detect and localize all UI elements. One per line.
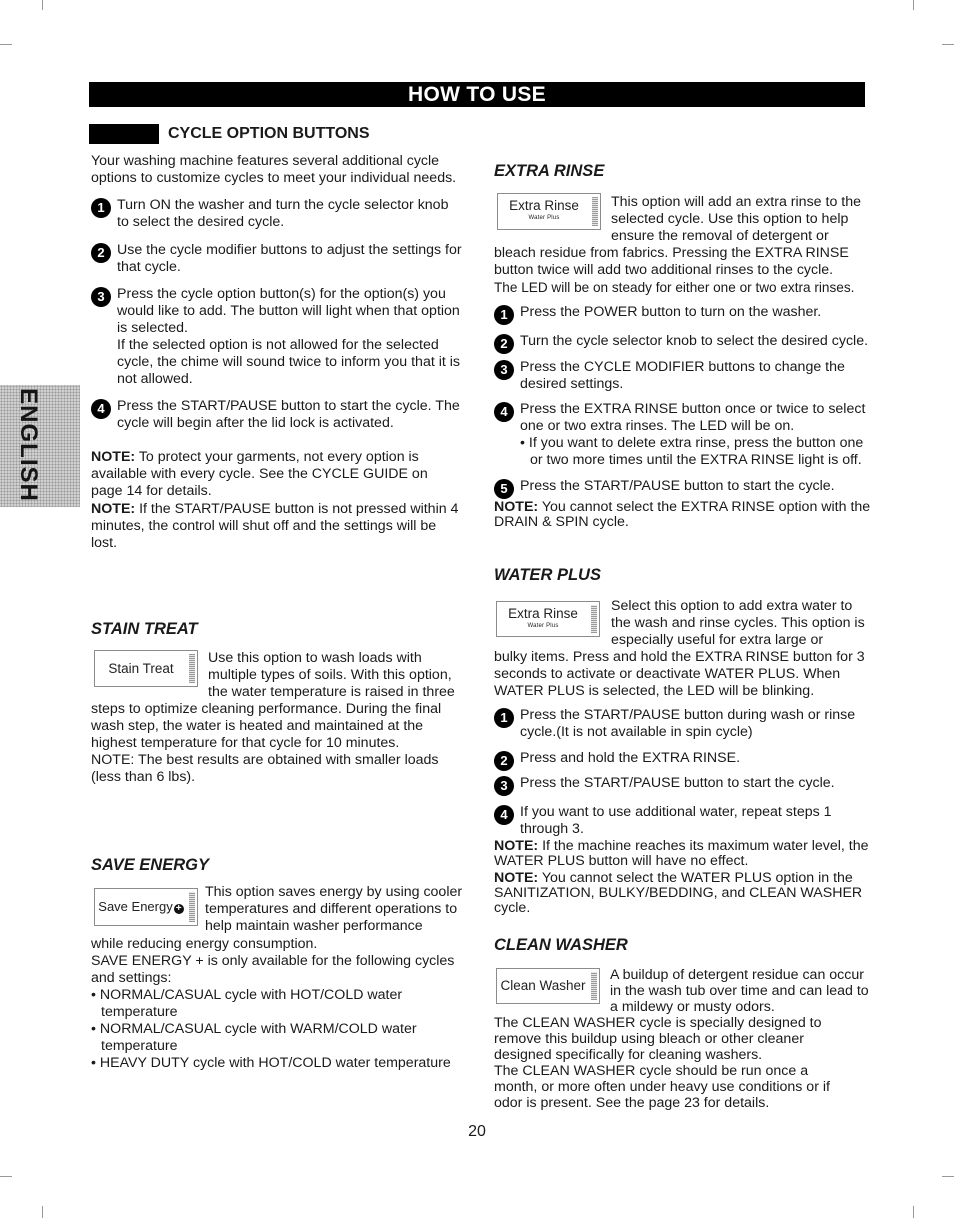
extra-rinse-led-text: The LED will be on steady for either one or two extra rinses. — [494, 280, 855, 295]
step-number: 1 — [494, 305, 514, 325]
extra-rinse-text: bleach residue from fabrics. Pressing the EXTRA RINSE button twice will add two additional rinses to the cycle. — [494, 245, 849, 278]
extra-rinse-button-label: Extra Rinse — [509, 198, 579, 213]
extra-rinse-side-text: This option will add an extra rinse to the selected cycle. Use this option to help ensure the removal of detergent or — [611, 194, 861, 244]
step-number: 2 — [494, 334, 514, 354]
stain-treat-text: steps to optimize cleaning performance. During the final wash step, the water is heated and maintained at the highest temperature for that cycle for 10 minutes. — [91, 701, 442, 751]
stain-treat-note: NOTE: The best results are obtained with smaller loads (less than 6 lbs). — [91, 752, 439, 785]
save-energy-text: while reducing energy consumption. — [91, 936, 318, 952]
note-garments: NOTE: To protect your garments, not every option is available with every cycle. See the CYCLE GUIDE on page 14 for details. — [91, 449, 428, 499]
step-number: 4 — [91, 399, 111, 419]
extra-rinse-step-3 — [494, 359, 874, 393]
step-number: 1 — [494, 708, 514, 728]
water-plus-column — [494, 649, 874, 916]
water-plus-heading: WATER PLUS — [494, 566, 601, 584]
save-energy-heading: SAVE ENERGY — [91, 856, 209, 874]
water-plus-button-sublabel: Water Plus — [527, 623, 559, 629]
step-1 — [91, 197, 463, 231]
crop-mark — [42, 0, 43, 10]
step-text-extra: If the selected option is not allowed for the selected cycle, the chime will sound twice to inform you that it is not allowed. — [117, 337, 461, 387]
water-plus-note-1: NOTE: If the machine reaches its maximum water level, the WATER PLUS button will have no effect. — [494, 838, 869, 869]
section-title: CYCLE OPTION BUTTONS — [168, 125, 370, 142]
step-text: Press the POWER button to turn on the washer. — [520, 304, 822, 320]
clean-washer-body — [494, 1015, 844, 1111]
language-tab-label: ENGLISH — [15, 388, 42, 502]
water-plus-side-text: Select this option to add extra water to the wash and rinse cycles. This option is especially useful for extra large or — [611, 598, 865, 648]
button-grip — [189, 654, 195, 683]
step-text: Turn the cycle selector knob to select the desired cycle. — [520, 333, 869, 349]
step-text: Press the EXTRA RINSE button once or twice to select one or two extra rinses. The LED will be on. — [520, 401, 866, 434]
extra-rinse-button-sublabel: Water Plus — [528, 215, 560, 221]
step-4 — [91, 398, 463, 432]
stain-treat-button — [94, 650, 198, 687]
button-grip — [592, 197, 598, 226]
save-energy-bullet: • HEAVY DUTY cycle with HOT/COLD water temperature — [91, 1055, 451, 1071]
step-text: If you want to use additional water, repeat steps 1 through 3. — [520, 804, 832, 837]
stain-treat-button-label: Stain Treat — [108, 661, 174, 676]
clean-washer-button — [496, 968, 600, 1004]
crop-mark — [942, 44, 954, 45]
stain-treat-heading: STAIN TREAT — [91, 620, 198, 638]
extra-rinse-note: NOTE: You cannot select the EXTRA RINSE option with the DRAIN & SPIN cycle. — [494, 499, 871, 530]
clean-washer-text-2: The CLEAN WASHER cycle should be run once a month, or more often under heavy use conditions or if odor is present. See the page 23 for details. — [494, 1063, 830, 1111]
page-header: HOW TO USE — [89, 82, 865, 107]
extra-rinse-column — [494, 245, 874, 530]
clean-washer-heading: CLEAN WASHER — [494, 936, 628, 954]
step-text: Turn ON the washer and turn the cycle selector knob to select the desired cycle. — [117, 197, 449, 230]
button-grip — [189, 892, 195, 922]
step-number: 3 — [91, 287, 111, 307]
save-energy-side-text: This option saves energy by using cooler temperatures and different operations to help maintain washer performance — [205, 884, 463, 934]
step-3 — [91, 286, 463, 388]
plus-icon: + — [174, 904, 184, 914]
water-plus-button — [496, 601, 600, 637]
button-grip — [591, 605, 597, 633]
crop-mark — [0, 1176, 12, 1177]
step-number: 1 — [91, 198, 111, 218]
step-text: Press the START/PAUSE button to start the cycle. — [520, 775, 835, 791]
water-plus-step-3 — [494, 775, 874, 792]
step-number: 5 — [494, 479, 514, 499]
crop-mark — [942, 1176, 954, 1177]
step-number: 3 — [494, 776, 514, 796]
extra-rinse-button — [497, 193, 601, 230]
note-timeout: NOTE: If the START/PAUSE button is not pressed within 4 minutes, the control will shut off and the settings will be lost. — [91, 501, 459, 551]
clean-washer-button-label: Clean Washer — [500, 978, 586, 993]
stain-treat-side-text: Use this option to wash loads with multiple types of soils. With this option, the water temperature is raised in three — [208, 650, 455, 700]
save-energy-availability: SAVE ENERGY + is only available for the following cycles and settings: — [91, 953, 455, 986]
step-number: 4 — [494, 805, 514, 825]
step-number: 3 — [494, 360, 514, 380]
stain-treat-body — [91, 701, 463, 786]
save-energy-button-label: Save Energy + — [95, 899, 187, 914]
water-plus-step-2 — [494, 750, 874, 767]
extra-rinse-step-4 — [494, 401, 874, 469]
step-text: Press the START/PAUSE button to start the cycle. — [520, 478, 835, 494]
save-energy-bullet: • NORMAL/CASUAL cycle with HOT/COLD water temperature — [91, 987, 403, 1020]
button-grip — [591, 972, 597, 1000]
extra-rinse-step-2 — [494, 333, 874, 350]
section-marker — [89, 124, 159, 144]
step-text: Press the CYCLE MODIFIER buttons to change the desired settings. — [520, 359, 845, 392]
step-number: 4 — [494, 402, 514, 422]
step-text: Press the cycle option button(s) for the option(s) you would like to add. The button will light when that option is selected. — [117, 286, 460, 336]
step-2 — [91, 242, 463, 276]
clean-washer-text: The CLEAN WASHER cycle is specially designed to remove this buildup using bleach or other cleaner designed specifically for cleaning washers. — [494, 1015, 822, 1063]
extra-rinse-heading: EXTRA RINSE — [494, 162, 605, 180]
water-plus-step-4 — [494, 804, 874, 838]
crop-mark — [913, 1206, 914, 1218]
water-plus-note-2: NOTE: You cannot select the WATER PLUS option in the SANITIZATION, BULKY/BEDDING, and CLEAN WASHER cycle. — [494, 870, 863, 916]
save-energy-body — [91, 936, 465, 1072]
water-plus-step-1 — [494, 707, 874, 741]
intro-text: Your washing machine features several additional cycle options to customize cycles to meet your individual needs. — [91, 153, 457, 186]
step-text: Press the START/PAUSE button to start the cycle. The cycle will begin after the lid lock is activated. — [117, 398, 460, 431]
crop-mark — [0, 44, 12, 45]
water-plus-text: bulky items. Press and hold the EXTRA RINSE button for 3 seconds to activate or deactivate WATER PLUS. When WATER PLUS is selected, the LED will be blinking. — [494, 649, 865, 699]
step-number: 2 — [91, 243, 111, 263]
save-energy-button — [94, 888, 198, 926]
save-energy-bullet: • NORMAL/CASUAL cycle with WARM/COLD water temperature — [91, 1021, 417, 1054]
clean-washer-side-text: A buildup of detergent residue can occur in the wash tub over time and can lead to a mildewy or musty odors. — [610, 967, 869, 1015]
extra-rinse-step-5 — [494, 478, 874, 495]
step-number: 2 — [494, 751, 514, 771]
crop-mark — [42, 1206, 43, 1218]
step-text: Use the cycle modifier buttons to adjust the settings for that cycle. — [117, 242, 462, 275]
step-text-extra: • If you want to delete extra rinse, press the button one or two more times until the EXTRA RINSE light is off. — [520, 435, 864, 468]
water-plus-button-label: Extra Rinse — [508, 606, 578, 621]
step-text: Press and hold the EXTRA RINSE. — [520, 750, 741, 766]
extra-rinse-step-1 — [494, 304, 874, 321]
page-number: 20 — [468, 1123, 486, 1140]
crop-mark — [913, 0, 914, 10]
cycle-options-column — [91, 153, 463, 552]
step-text: Press the START/PAUSE button during wash or rinse cycle.(It is not available in spin cycle) — [520, 707, 856, 740]
